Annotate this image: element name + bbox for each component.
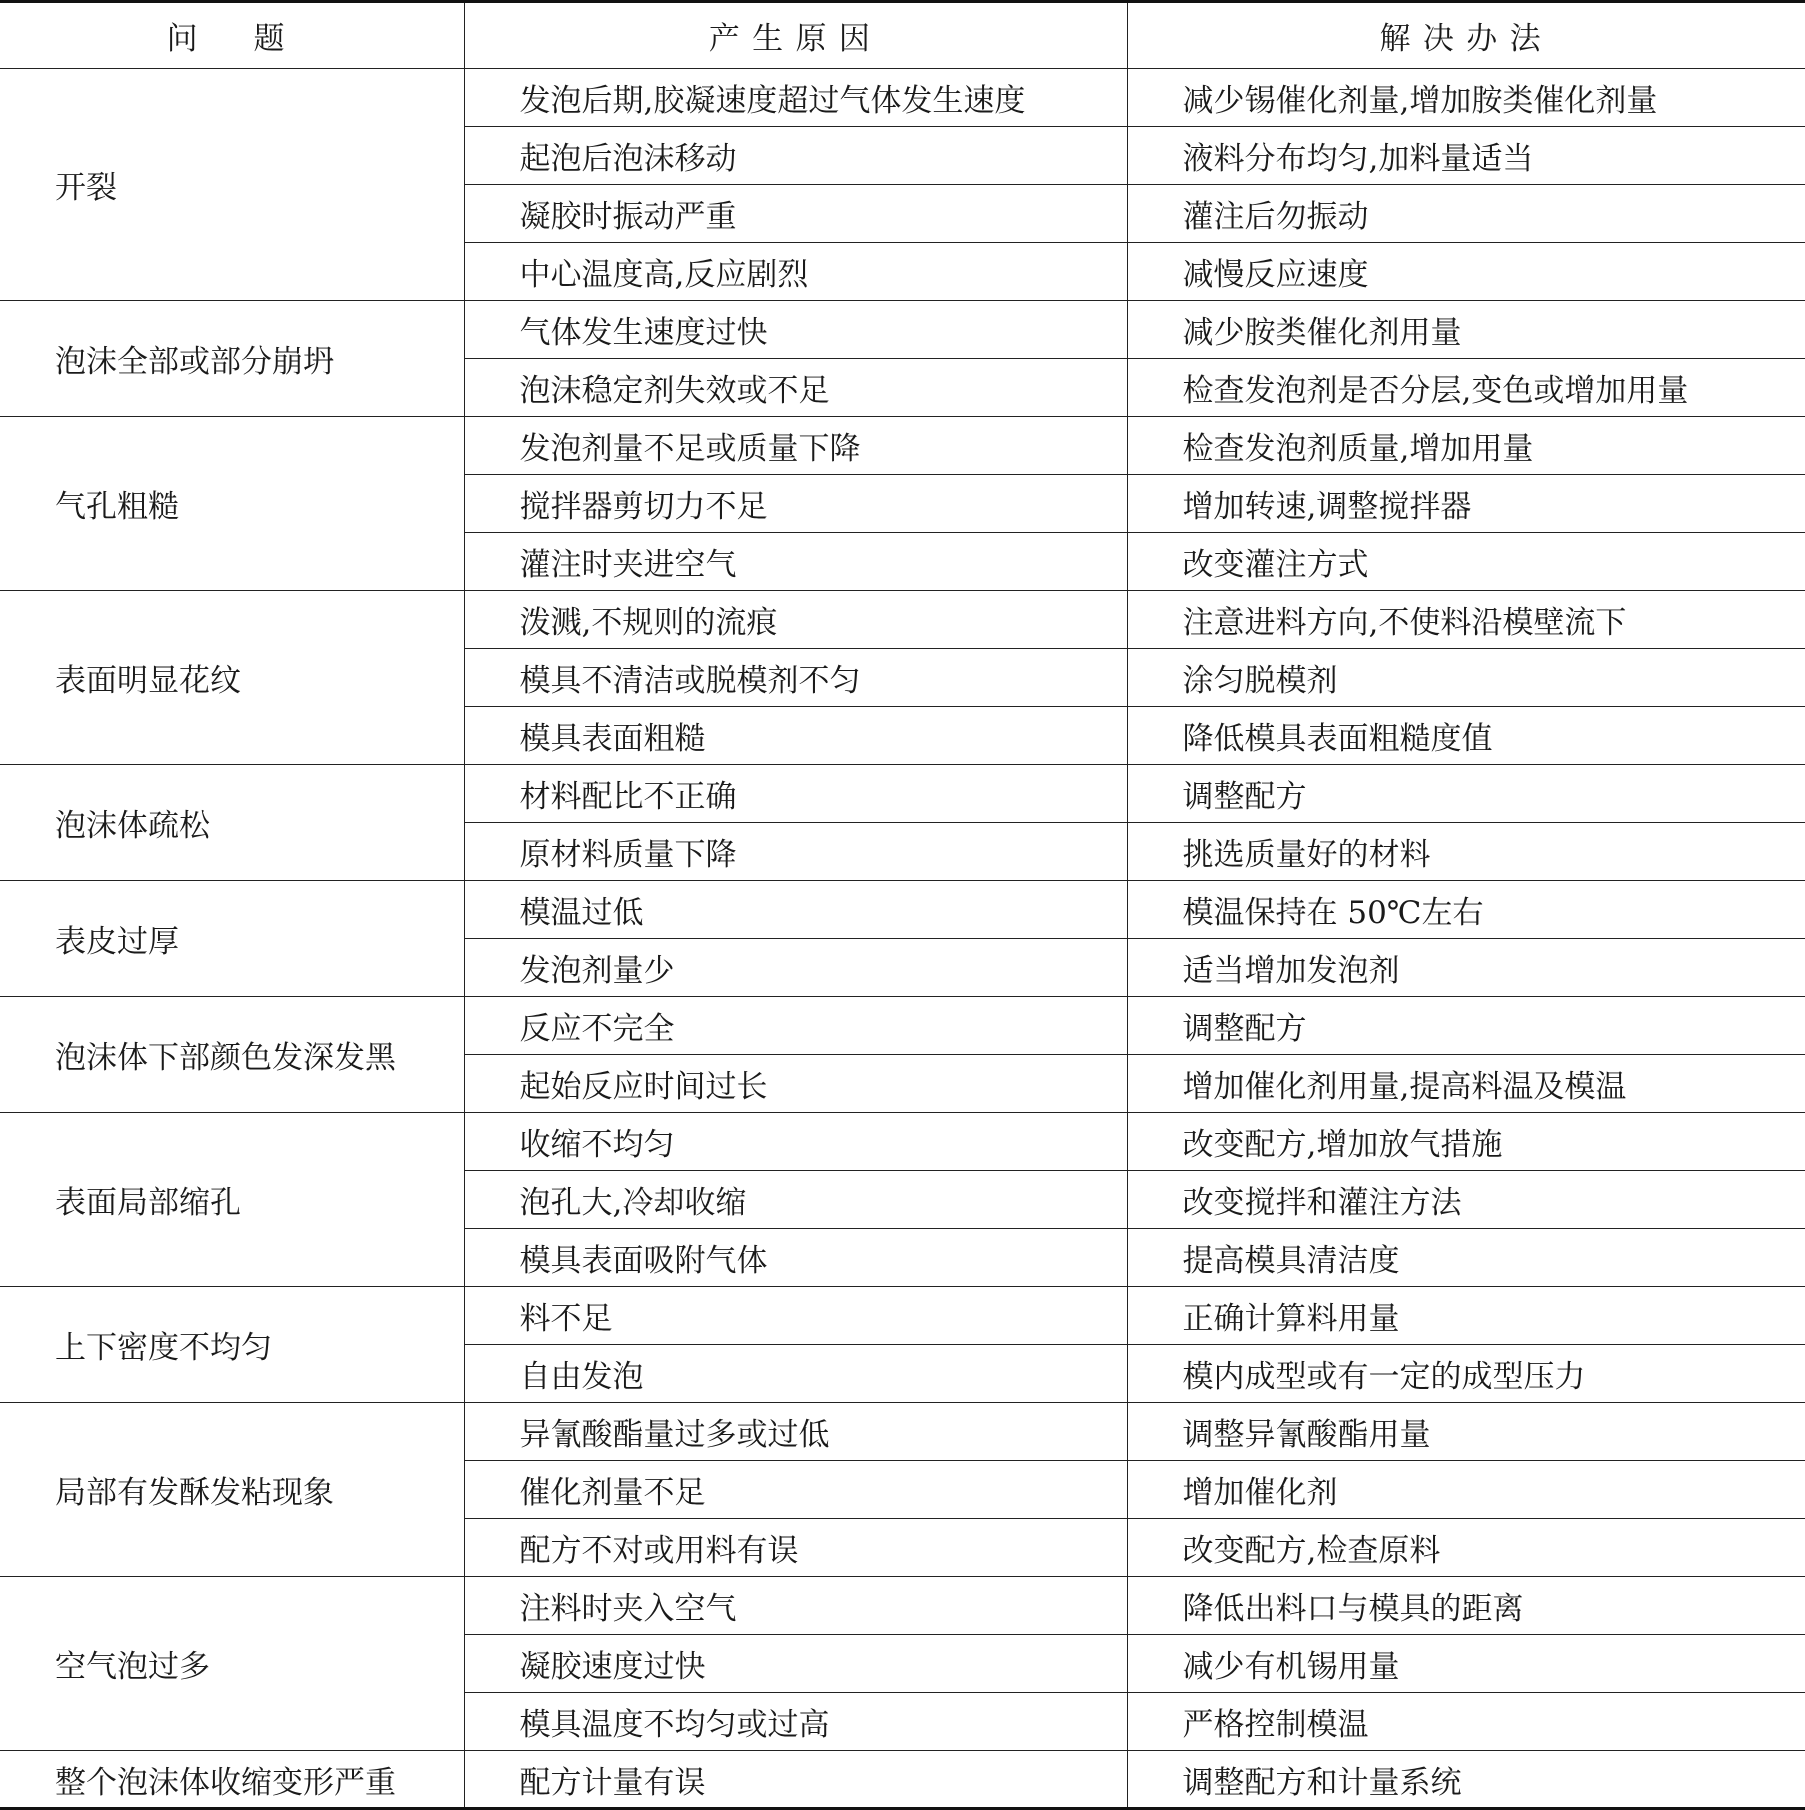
solution-cell: 检查发泡剂质量,增加用量 [1127,417,1805,475]
solution-cell: 检查发泡剂是否分层,变色或增加用量 [1127,359,1805,417]
solution-cell: 改变配方,检查原料 [1127,1519,1805,1577]
table-row [0,1113,1805,1171]
solution-cell: 提高模具清洁度 [1127,1229,1805,1287]
cause-cell: 收缩不均匀 [464,1113,1127,1171]
solution-cell: 调整配方和计量系统 [1127,1751,1805,1809]
cause-cell: 起始反应时间过长 [464,1055,1127,1113]
cause-cell: 异氰酸酯量过多或过低 [464,1403,1127,1461]
solution-cell: 降低出料口与模具的距离 [1127,1577,1805,1635]
problem-cell: 空气泡过多 [0,1577,464,1751]
cause-cell: 发泡后期,胶凝速度超过气体发生速度 [464,69,1127,127]
cause-cell: 模具表面粗糙 [464,707,1127,765]
solution-cell: 液料分布均匀,加料量适当 [1127,127,1805,185]
cause-cell: 催化剂量不足 [464,1461,1127,1519]
header-cause: 产生原因 [464,2,1127,69]
table-row [0,417,1805,475]
solution-cell: 灌注后勿振动 [1127,185,1805,243]
table-row [0,1403,1805,1461]
table-row [0,1751,1805,1809]
problem-cell: 表面局部缩孔 [0,1113,464,1287]
cause-cell: 配方计量有误 [464,1751,1127,1809]
solution-cell: 挑选质量好的材料 [1127,823,1805,881]
solution-cell: 减慢反应速度 [1127,243,1805,301]
solution-cell: 减少锡催化剂量,增加胺类催化剂量 [1127,69,1805,127]
solution-cell: 调整配方 [1127,765,1805,823]
table-row [0,591,1805,649]
problem-cell: 表皮过厚 [0,881,464,997]
solution-cell: 适当增加发泡剂 [1127,939,1805,997]
solution-cell: 增加催化剂 [1127,1461,1805,1519]
table-row [0,69,1805,127]
header-solution: 解决办法 [1127,2,1805,69]
cause-cell: 发泡剂量不足或质量下降 [464,417,1127,475]
problem-cell: 泡沫体疏松 [0,765,464,881]
solution-cell: 改变配方,增加放气措施 [1127,1113,1805,1171]
cause-cell: 气体发生速度过快 [464,301,1127,359]
cause-cell: 中心温度高,反应剧烈 [464,243,1127,301]
problem-cell: 整个泡沫体收缩变形严重 [0,1751,464,1809]
cause-cell: 泼溅,不规则的流痕 [464,591,1127,649]
problem-cell: 泡沫全部或部分崩坍 [0,301,464,417]
cause-cell: 原材料质量下降 [464,823,1127,881]
cause-cell: 注料时夹入空气 [464,1577,1127,1635]
cause-cell: 搅拌器剪切力不足 [464,475,1127,533]
problem-cell: 上下密度不均匀 [0,1287,464,1403]
cause-cell: 凝胶时振动严重 [464,185,1127,243]
table-row [0,1577,1805,1635]
header-row [0,2,1805,69]
cause-cell: 反应不完全 [464,997,1127,1055]
solution-cell: 改变搅拌和灌注方法 [1127,1171,1805,1229]
solution-cell: 涂匀脱模剂 [1127,649,1805,707]
solution-cell: 减少有机锡用量 [1127,1635,1805,1693]
header-problem: 问 题 [0,2,464,69]
cause-cell: 发泡剂量少 [464,939,1127,997]
solution-cell: 模内成型或有一定的成型压力 [1127,1345,1805,1403]
problem-cell: 泡沫体下部颜色发深发黑 [0,997,464,1113]
cause-cell: 凝胶速度过快 [464,1635,1127,1693]
table-row [0,997,1805,1055]
solution-cell: 严格控制模温 [1127,1693,1805,1751]
table-row [0,1287,1805,1345]
cause-cell: 自由发泡 [464,1345,1127,1403]
table-row [0,301,1805,359]
cause-cell: 模具表面吸附气体 [464,1229,1127,1287]
solution-cell: 模温保持在 50℃左右 [1127,881,1805,939]
table-row [0,881,1805,939]
problem-cell: 局部有发酥发粘现象 [0,1403,464,1577]
problem-cell: 开裂 [0,69,464,301]
solution-cell: 调整配方 [1127,997,1805,1055]
solution-cell: 增加催化剂用量,提高料温及模温 [1127,1055,1805,1113]
table-body [0,69,1805,1809]
table-row [0,765,1805,823]
cause-cell: 泡沫稳定剂失效或不足 [464,359,1127,417]
cause-cell: 材料配比不正确 [464,765,1127,823]
solution-cell: 降低模具表面粗糙度值 [1127,707,1805,765]
cause-cell: 模具温度不均匀或过高 [464,1693,1127,1751]
cause-cell: 泡孔大,冷却收缩 [464,1171,1127,1229]
problem-cell: 气孔粗糙 [0,417,464,591]
solution-cell: 增加转速,调整搅拌器 [1127,475,1805,533]
solution-cell: 改变灌注方式 [1127,533,1805,591]
solution-cell: 减少胺类催化剂用量 [1127,301,1805,359]
cause-cell: 模温过低 [464,881,1127,939]
cause-cell: 灌注时夹进空气 [464,533,1127,591]
solution-cell: 调整异氰酸酯用量 [1127,1403,1805,1461]
problem-cell: 表面明显花纹 [0,591,464,765]
cause-cell: 配方不对或用料有误 [464,1519,1127,1577]
solution-cell: 注意进料方向,不使料沿模壁流下 [1127,591,1805,649]
cause-cell: 起泡后泡沫移动 [464,127,1127,185]
cause-cell: 料不足 [464,1287,1127,1345]
cause-cell: 模具不清洁或脱模剂不匀 [464,649,1127,707]
solution-cell: 正确计算料用量 [1127,1287,1805,1345]
table-header [0,2,1805,69]
